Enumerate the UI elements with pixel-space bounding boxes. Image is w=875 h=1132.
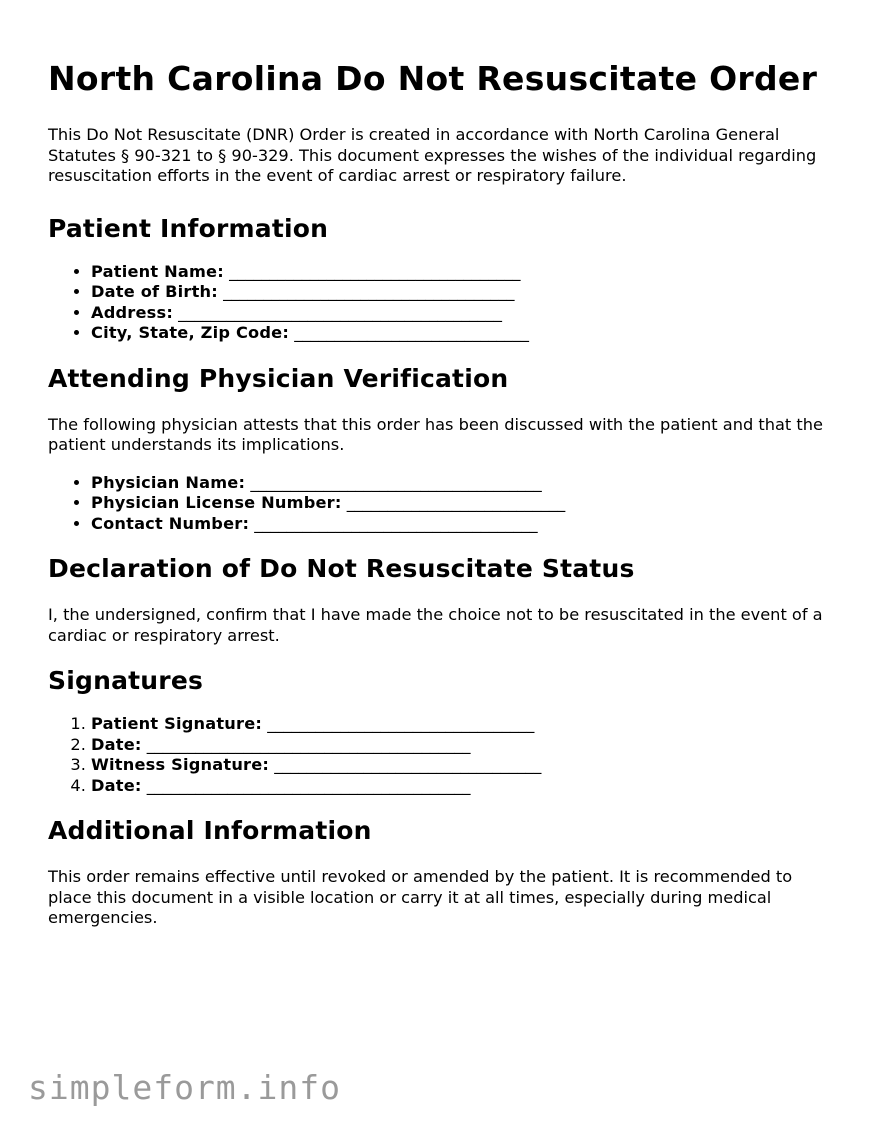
list-item (91, 262, 838, 283)
list-item (91, 323, 838, 344)
list-item (91, 735, 838, 756)
field-label: Physician License Number: (91, 493, 342, 512)
list-item (91, 303, 838, 324)
list-item (91, 514, 838, 535)
field-label: Contact Number: (91, 513, 250, 533)
declaration-paragraph: I, the undersigned, confirm that I have made the choice not to be resuscitated in the event of a cardiac or respiratory arrest. (48, 605, 823, 645)
fill-in-blank[interactable]: ________________________________________ (146, 734, 471, 754)
intro-paragraph: This Do Not Resuscitate (DNR) Order is created in accordance with North Carolina General Statutes § 90-321 to § 90-329. This document expresses the wishes of the individual regarding resuscitation efforts in the event of cardiac arrest or respiratory failure. (48, 125, 817, 185)
physician-paragraph: The following physician attests that this order has been discussed with the patient and that the patient understands its implications. (48, 414, 823, 454)
fill-in-blank[interactable]: ________________________________________ (178, 302, 502, 322)
section-heading-declaration: Declaration of Do Not Resuscitate Status (48, 554, 635, 583)
list-item (91, 282, 838, 303)
physician-list (48, 473, 838, 535)
fill-in-blank[interactable]: ________________________________________ (146, 775, 471, 795)
section-heading-additional: Additional Information (48, 816, 372, 845)
list-item (91, 755, 838, 776)
field-label: Address: (91, 302, 174, 322)
list-item (91, 776, 838, 797)
fill-in-blank[interactable]: _____________________________ (294, 323, 529, 342)
document-title: North Carolina Do Not Resuscitate Order (48, 59, 818, 98)
watermark-text: simpleform.info (28, 1068, 342, 1107)
list-item (91, 493, 838, 514)
field-label: City, State, Zip Code: (91, 323, 290, 342)
field-label: Date: (91, 775, 142, 795)
fill-in-blank[interactable]: ___________________________ (346, 493, 566, 512)
field-label: Physician Name: (91, 472, 246, 492)
fill-in-blank[interactable]: _________________________________ (274, 755, 542, 774)
fill-in-blank[interactable]: _________________________________ (267, 714, 535, 733)
fill-in-blank[interactable]: ____________________________________ (229, 261, 521, 281)
section-heading-patient-info: Patient Information (48, 213, 329, 243)
fill-in-blank[interactable]: ____________________________________ (250, 472, 542, 492)
field-label: Patient Signature: (91, 714, 263, 733)
fill-in-blank[interactable]: ___________________________________ (254, 513, 538, 533)
document-page (48, 58, 838, 929)
list-item (91, 473, 838, 494)
field-label: Patient Name: (91, 261, 224, 281)
field-label: Date of Birth: (91, 282, 218, 301)
patient-info-list (48, 262, 838, 344)
fill-in-blank[interactable]: ____________________________________ (223, 282, 515, 301)
list-item (91, 714, 838, 735)
section-heading-physician: Attending Physician Verification (48, 363, 509, 393)
field-label: Witness Signature: (91, 755, 270, 774)
section-heading-signatures: Signatures (48, 666, 204, 695)
signatures-list (48, 714, 838, 796)
field-label: Date: (91, 734, 142, 754)
additional-paragraph: This order remains effective until revoked or amended by the patient. It is recommended to place this document in a visible location or carry it at all times, especially during medical emergencies. (48, 867, 793, 927)
